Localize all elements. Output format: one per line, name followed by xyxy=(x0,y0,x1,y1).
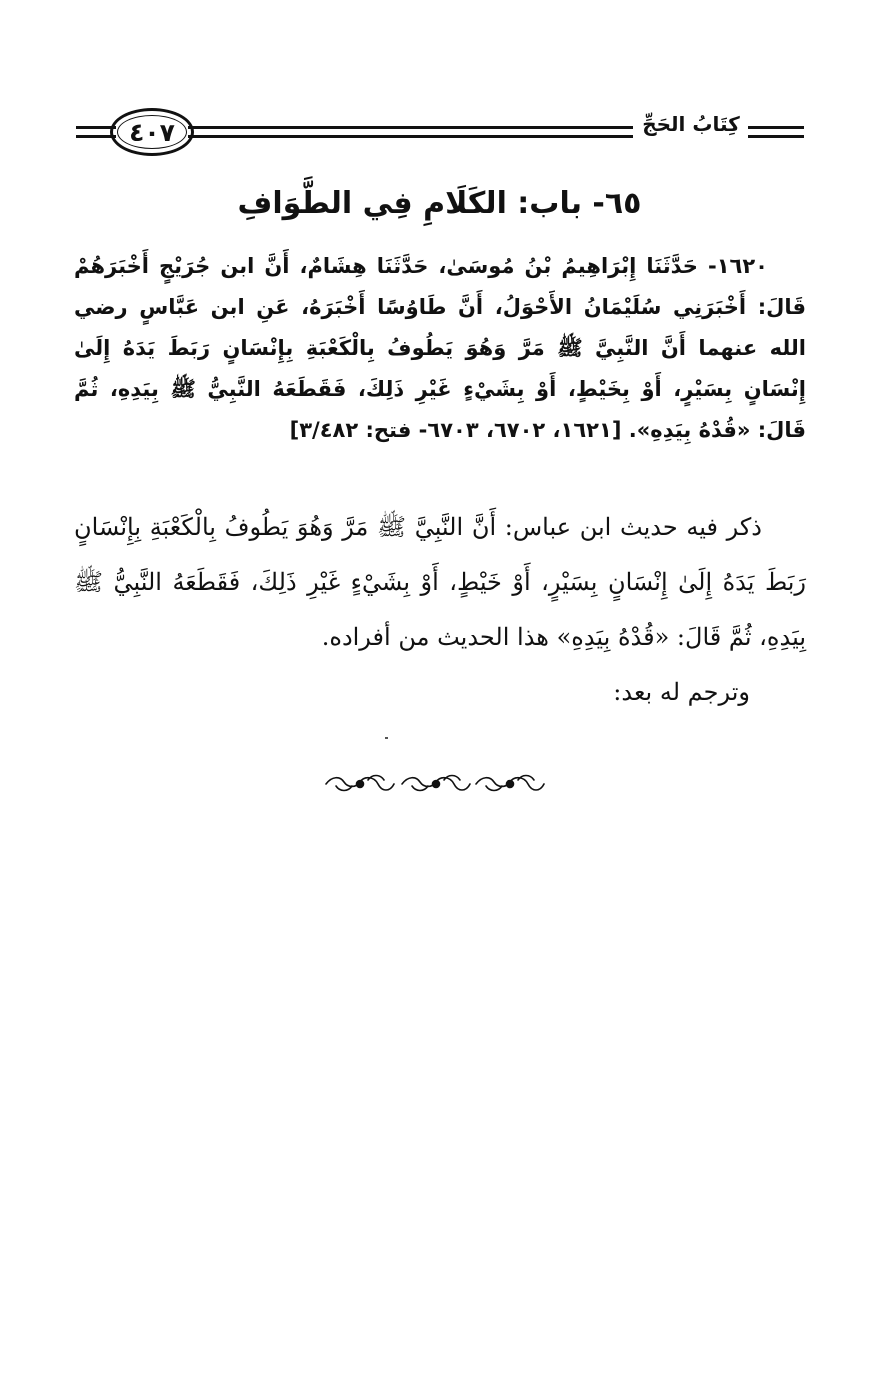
header-rule xyxy=(188,126,633,129)
page-number-badge xyxy=(110,108,194,156)
print-dot xyxy=(385,737,388,739)
header-rule xyxy=(188,135,633,138)
page-header xyxy=(76,102,804,162)
hadith-references: [١٦٢١، ٦٧٠٢، ٦٧٠٣- فتح: ٣/٤٨٢] xyxy=(289,418,622,442)
commentary-text: ذكر فيه حديث ابن عباس: أَنَّ النَّبِيَّ ﷺ مَرَّ وَهُوَ يَطُوفُ بِالْكَعْبَةِ بِإِنْسَانٍ رَبَطَ يَدَهُ إِلَىٰ إِنْسَانٍ بِسَيْرٍ، أَوْ خَيْطٍ، أَوْ بِشَيْءٍ غَيْرِ ذَلِكَ، فَقَطَعَهُ النَّبِيُّ ﷺ بِيَدِهِ، ثُمَّ قَالَ: «قُدْهُ بِيَدِهِ» هذا الحديث من أفراده. xyxy=(74,513,806,651)
commentary-closing: وترجم له بعد: xyxy=(613,678,750,706)
commentary-paragraph xyxy=(74,500,806,665)
running-title: كِتَابُ الحَجِّ xyxy=(642,112,740,136)
floral-divider-icon xyxy=(322,770,548,798)
hadith-block xyxy=(74,246,806,451)
hadith-paragraph xyxy=(74,246,806,451)
page-number: ٤٠٧ xyxy=(129,117,175,147)
hadith-text: ١٦٢٠- حَدَّثَنَا إِبْرَاهِيمُ بْنُ مُوسَىٰ، حَدَّثَنَا هِشَامٌ، أَنَّ ابن جُرَيْجٍ أَخْبَرَهُمْ قَالَ: أَخْبَرَنِي سُلَيْمَانُ الأَحْوَلُ، أَنَّ طَاوُسًا أَخْبَرَهُ، عَنِ ابن عَبَّاسٍ رضي الله عنهما أَنَّ النَّبِيَّ ﷺ مَرَّ وَهُوَ يَطُوفُ بِالْكَعْبَةِ بِإِنْسَانٍ رَبَطَ يَدَهُ إِلَىٰ إِنْسَانٍ بِسَيْرٍ، أَوْ بِخَيْطٍ، أَوْ بِشَيْءٍ غَيْرِ ذَلِكَ، فَقَطَعَهُ النَّبِيُّ ﷺ بِيَدِهِ، ثُمَّ قَالَ: «قُدْهُ بِيَدِهِ». xyxy=(74,254,806,442)
header-rule xyxy=(748,126,804,129)
header-rule xyxy=(748,135,804,138)
commentary-block xyxy=(74,500,806,720)
chapter-heading: ٦٥- باب: الكَلَامِ فِي الطَّوَافِ xyxy=(237,186,642,221)
